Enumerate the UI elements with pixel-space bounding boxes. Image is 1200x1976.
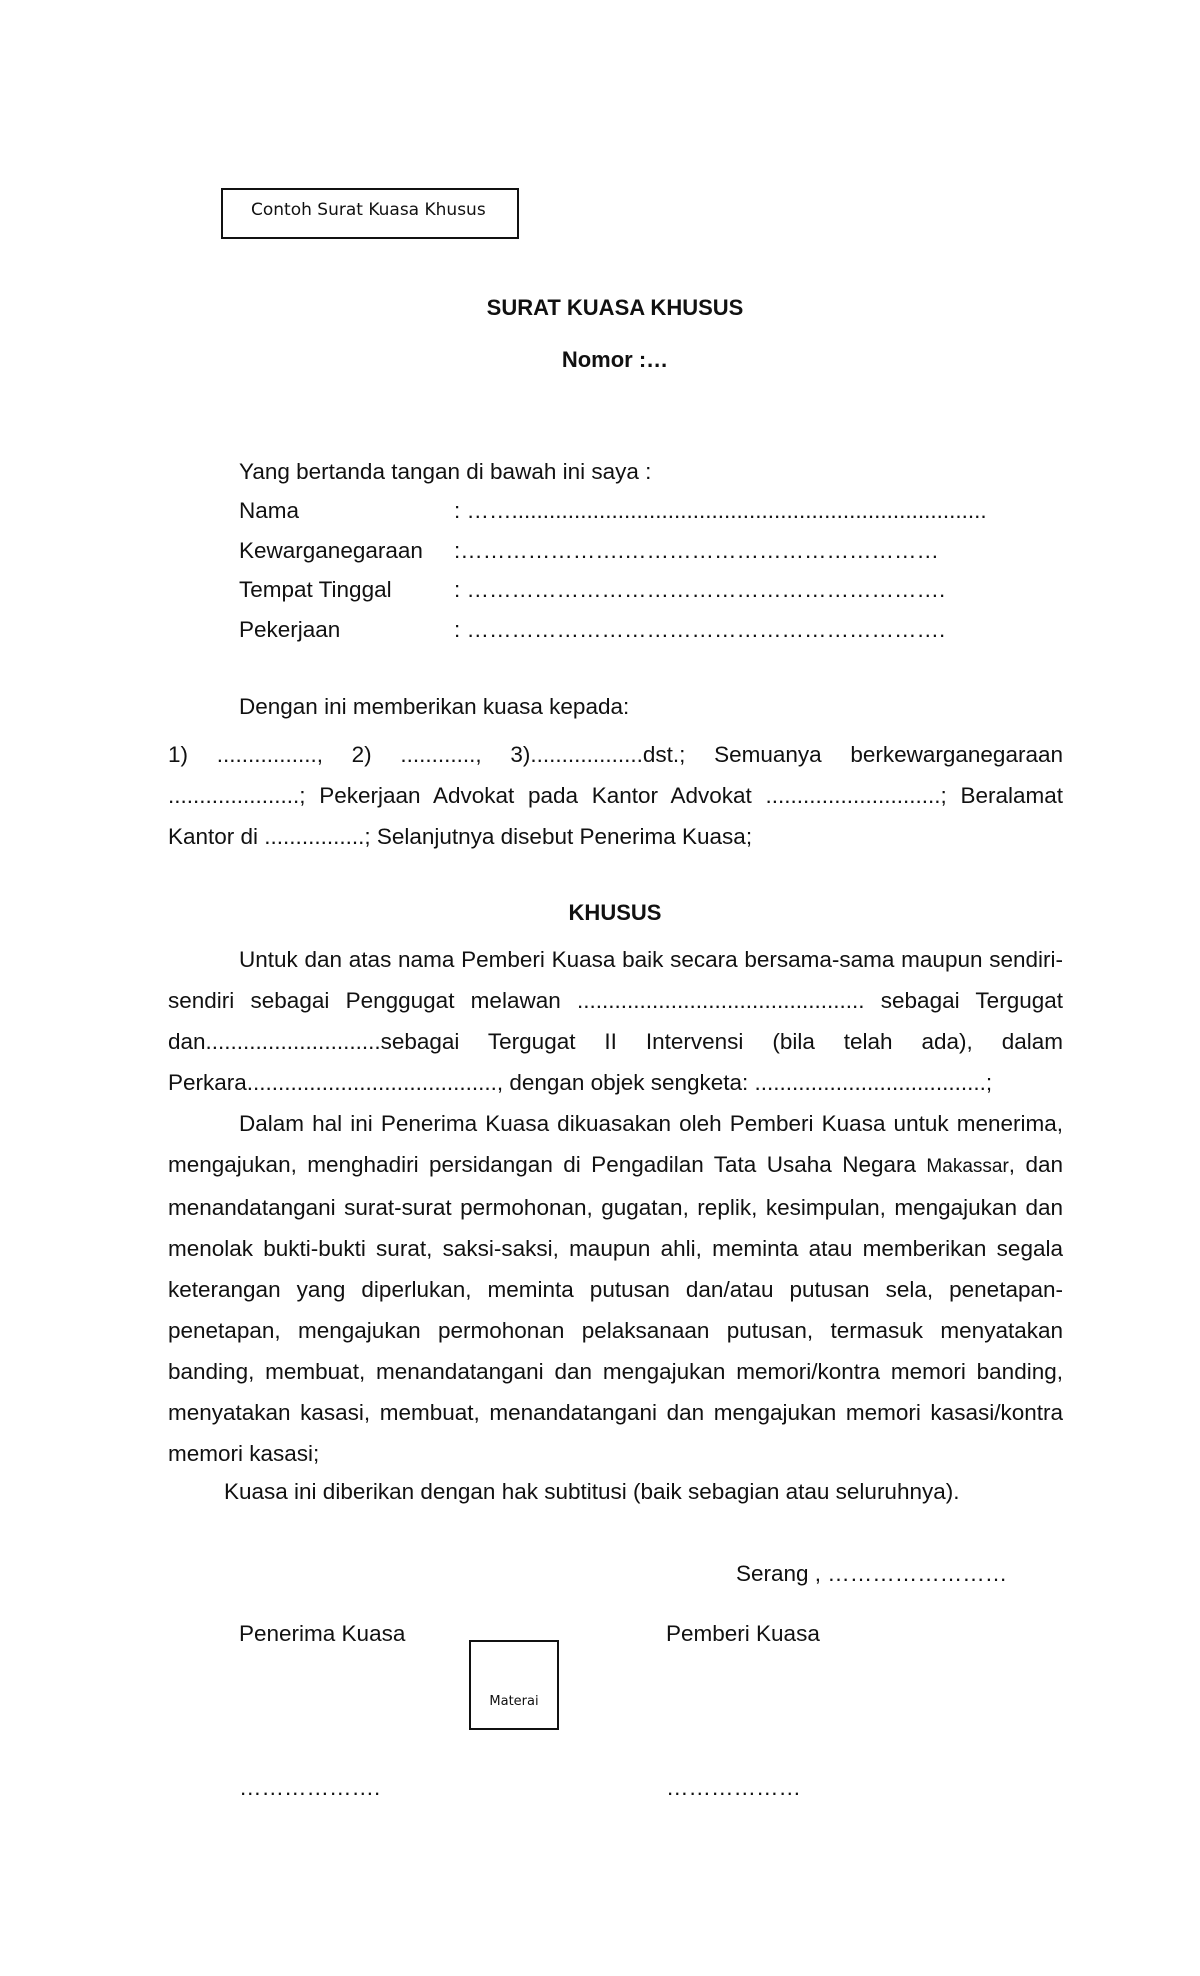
- identity-label: Tempat Tinggal: [239, 577, 392, 602]
- example-label-box: [221, 188, 519, 239]
- identity-label: Kewarganegaraan: [239, 538, 423, 563]
- giver-label: Pemberi Kuasa: [666, 1621, 820, 1646]
- paragraph-representation-text: Untuk dan atas nama Pemberi Kuasa baik secara bersama-sama maupun sendiri-sendiri sebagai Penggugat melawan .............................................. sebagai Tergugat dan............................sebagai Tergugat II Intervensi (bila telah ada), dalam Perkara........................................, dengan objek sengketa: .....................................;: [168, 947, 1063, 1095]
- identity-row-occupation: [239, 616, 945, 644]
- document-title: SURAT KUASA KHUSUS: [486, 295, 744, 320]
- khusus-heading: KHUSUS: [568, 900, 662, 925]
- authorization-intro: Dengan ini memberikan kuasa kepada:: [239, 694, 630, 719]
- paragraph-powers: [168, 1103, 1063, 1474]
- identity-value: : ……............................................................................: [454, 498, 987, 523]
- identity-label: Nama: [239, 498, 300, 523]
- giver-signature-line: ………………: [666, 1775, 801, 1800]
- example-label-text: Contoh Surat Kuasa Khusus: [251, 200, 486, 220]
- identity-row-name: [239, 497, 987, 525]
- recipients-paragraph: 1) ................, 2) ............, 3)..................dst.; Semuanya berkewarganegaraan .....................; Pekerjaan Advokat pada Kantor Advokat ............................; Beralamat Kantor di ................; Selanjutnya disebut Penerima Kuasa;: [168, 742, 1063, 849]
- identity-value: : ……………………………………………………….: [454, 617, 946, 642]
- identity-value: :………………….……………………………………: [454, 538, 940, 563]
- receiver-label: Penerima Kuasa: [239, 1621, 406, 1646]
- identity-value: : ……………………………………………………….: [454, 577, 946, 602]
- receiver-signature-line: ……………….: [239, 1775, 381, 1800]
- paragraph-representation: [168, 939, 1063, 1103]
- identity-label: Pekerjaan: [239, 617, 341, 642]
- substitution-clause: Kuasa ini diberikan dengan hak subtitusi (baik sebagian atau seluruhnya).: [224, 1479, 960, 1504]
- document-number: Nomor :…: [561, 347, 669, 372]
- paragraph-powers-text-1: Dalam hal ini Penerima Kuasa dikuasakan oleh Pemberi Kuasa untuk menerima, mengajukan, menghadiri persidangan di Pengadilan Tata Usaha Negara: [168, 1111, 1063, 1177]
- stamp-box: [469, 1640, 559, 1730]
- place-date: Serang , ……………………: [736, 1561, 1008, 1586]
- paragraph-powers-text-2: , dan menandatangani surat-surat permohonan, gugatan, replik, kesimpulan, mengajukan dan menolak bukti-bukti surat, saksi-saksi, maupun ahli, meminta atau memberikan segala keterangan yang diperlukan, meminta putusan dan/atau putusan sela, penetapan-penetapan, mengajukan permohonan pelaksanaan putusan, termasuk menyatakan banding, membuat, menandatangani dan mengajukan memori/kontra memori banding, menyatakan kasasi, membuat, menandatangani dan mengajukan memori kasasi/kontra memori kasasi;: [168, 1152, 1063, 1466]
- court-city: Makassar: [926, 1156, 1009, 1177]
- stamp-label: Materai: [489, 1694, 539, 1709]
- intro-text: Yang bertanda tangan di bawah ini saya :: [239, 459, 652, 484]
- identity-row-citizenship: [239, 537, 939, 565]
- identity-row-residence: [239, 576, 945, 604]
